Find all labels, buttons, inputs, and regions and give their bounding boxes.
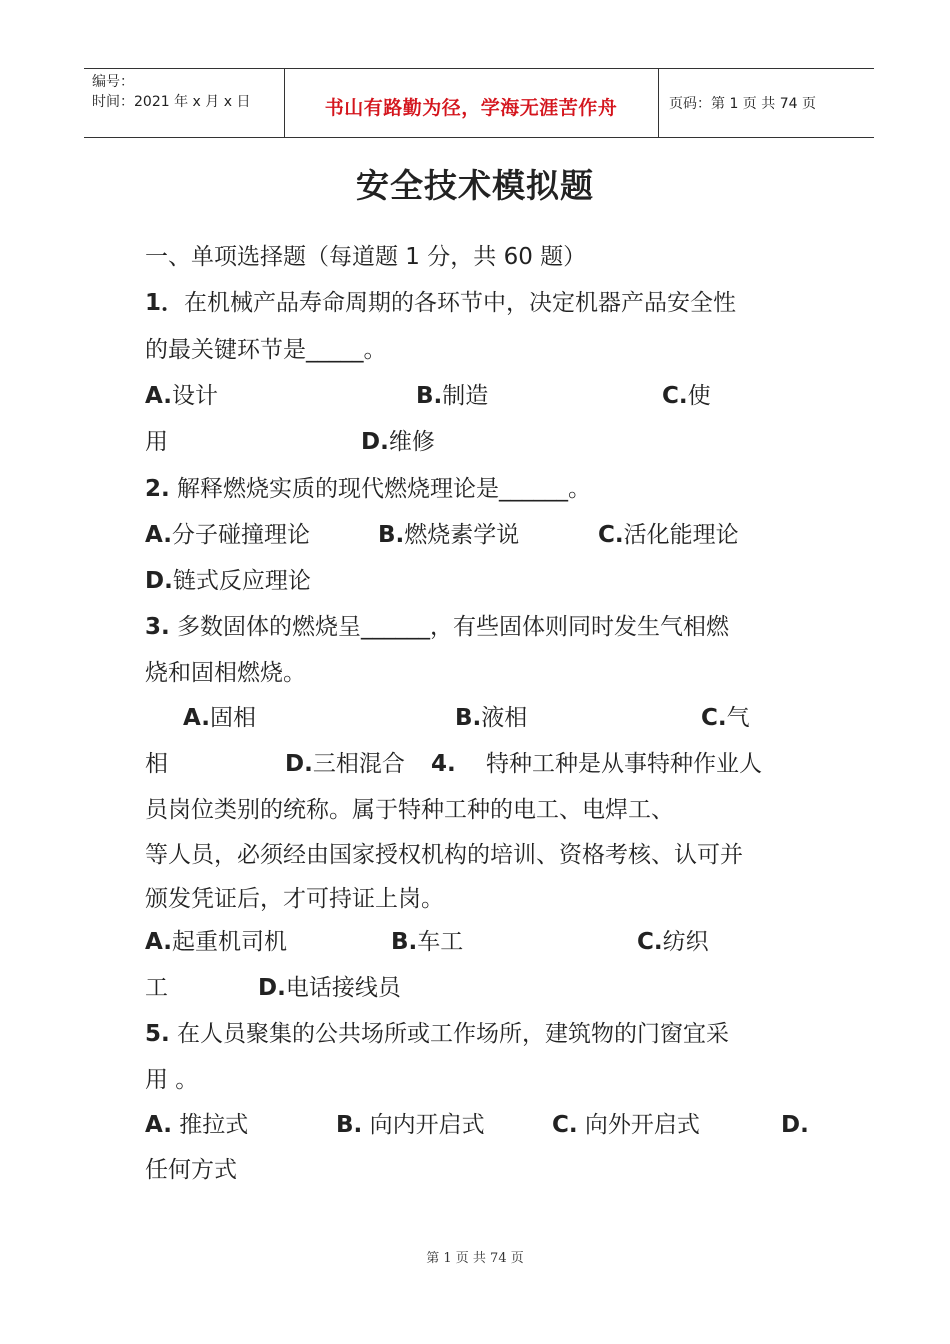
option-label: B. [336,1112,363,1138]
option-label: A. [183,705,210,731]
question-4-option-a [145,927,287,957]
question-5-option-d-text: 任何方式 [145,1157,237,1183]
option-text: 链式反应理论 [172,568,311,594]
option-label: A. [145,1112,172,1138]
question-4-line-4: 颁发凭证后，才可持证上岗。 [145,886,444,912]
question-4-option-c-cont: 工 [145,975,168,1001]
question-2-option-a [145,520,310,550]
question-3-option-b [455,703,527,733]
option-label: A. [145,929,172,955]
question-1-option-d [361,427,435,457]
option-label: B. [391,929,418,955]
option-text: 向内开启式 [362,1112,485,1138]
question-1-option-a [145,381,218,411]
motto-text: 书山有路勤为径，学海无涯苦作舟 [324,97,618,119]
option-text: 三相混合 [312,751,405,777]
question-4-option-b [391,927,463,957]
option-text: 维修 [388,429,435,455]
option-text: 起重机司机 [171,929,287,955]
question-number: 1． [145,290,185,316]
option-label: D. [258,975,286,1001]
header-motto-cell [284,69,659,137]
serial-label: 编号： [92,74,134,90]
question-4-line-1: 特种工种是从事特种作业人 [486,751,762,777]
option-text: 电话接线员 [285,975,401,1001]
option-text: 液相 [481,705,528,731]
option-text: 推拉式 [171,1112,249,1138]
question-4-number [431,749,456,779]
question-3-option-c [701,703,750,733]
option-label: D. [361,429,389,455]
question-text: 多数固体的燃烧呈______，有些固体则同时发生气相燃 [169,614,730,640]
question-number: 3. [145,614,170,640]
question-4-option-d [258,973,401,1003]
header-page-cell [659,69,874,137]
question-2-option-b [378,520,519,550]
question-number: 5. [145,1021,170,1047]
question-text: 在机械产品寿命周期的各环节中，决定机器产品安全性 [184,290,737,316]
option-label: A. [145,383,172,409]
question-3-option-a [183,703,256,733]
question-5-option-b [336,1110,485,1140]
option-text: 向外开启式 [577,1112,700,1138]
option-label: A. [145,522,172,548]
question-5-option-a [145,1110,248,1140]
question-1-line-2: 的最关键环节是_____。 [145,337,387,363]
question-1-option-b [416,381,488,411]
question-2-option-c [598,520,739,550]
option-label: C. [701,705,727,731]
page-footer: 第 1 页 共 74 页 [426,1251,524,1266]
question-2-line-1 [145,474,591,504]
document-header [84,68,874,138]
option-text: 固相 [209,705,256,731]
option-label: B. [455,705,482,731]
page-info: 页码：第 1 页 共 74 页 [669,96,816,112]
question-4-line-2: 员岗位类别的统称。属于特种工种的电工、电焊工、 [145,797,674,823]
option-label: D. [285,751,313,777]
question-1-option-c-cont: 用 [145,429,168,455]
question-text: 解释燃烧实质的现代燃烧理论是______。 [169,476,592,502]
option-text: 燃烧素学说 [404,522,520,548]
question-2-option-d [145,566,311,596]
question-number: 2. [145,476,170,502]
question-4-line-3: 等人员，必须经由国家授权机构的培训、资格考核、认可并 [145,842,743,868]
option-label: D. [781,1112,809,1138]
date-label: 时间：2021 年 x 月 x 日 [92,94,251,110]
option-label: C. [598,522,624,548]
question-5-line-1 [145,1019,729,1049]
option-label: C. [552,1112,578,1138]
option-text: 活化能理论 [623,522,739,548]
question-3-option-d [285,749,405,779]
header-meta-cell [84,69,285,137]
option-label: D. [145,568,173,594]
option-text: 使 [687,383,711,409]
question-5-option-d [781,1110,809,1140]
option-text: 分子碰撞理论 [171,522,310,548]
option-label: B. [378,522,405,548]
option-text: 车工 [417,929,464,955]
question-1-option-c [662,381,711,411]
question-5-option-c [552,1110,700,1140]
question-3-line-2: 烧和固相燃烧。 [145,660,306,686]
question-3-line-1 [145,612,729,642]
question-number: 4. [431,751,456,777]
question-5-line-2: 用 。 [145,1067,199,1093]
question-1-line-1 [145,288,736,318]
question-text: 在人员聚集的公共场所或工作场所，建筑物的门窗宜采 [169,1021,730,1047]
option-label: C. [637,929,663,955]
option-label: B. [416,383,443,409]
question-4-option-c [637,927,709,957]
question-3-option-c-cont: 相 [145,751,168,777]
option-text: 纺织 [662,929,709,955]
option-label: C. [662,383,688,409]
option-text: 设计 [171,383,218,409]
section-heading: 一、单项选择题（每道题 1 分，共 60 题） [145,244,587,270]
option-text: 气 [726,705,750,731]
page-title: 安全技术模拟题 [356,166,594,205]
option-text: 制造 [442,383,489,409]
